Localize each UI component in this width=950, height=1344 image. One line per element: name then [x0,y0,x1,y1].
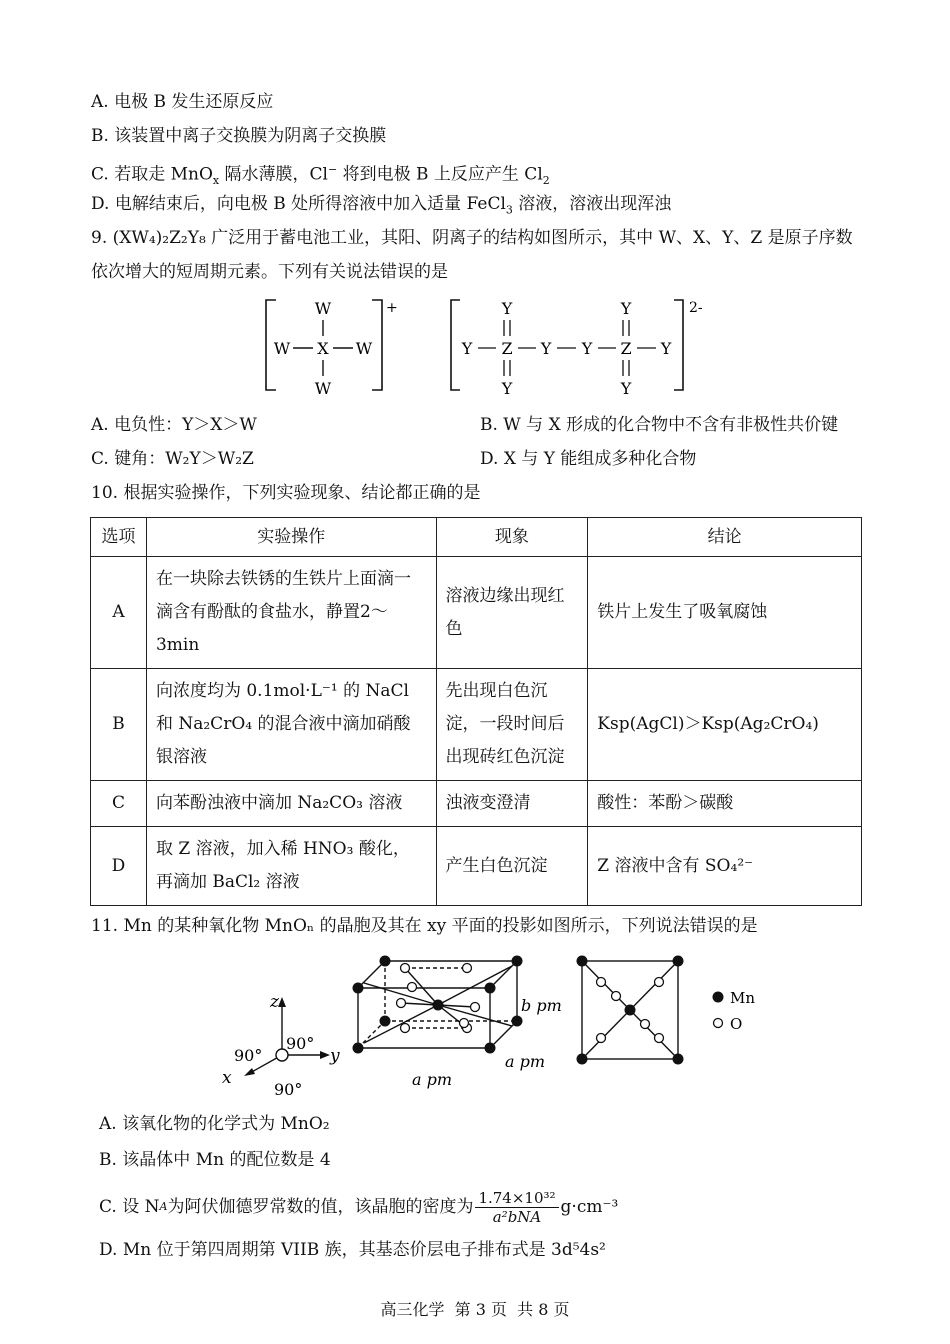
q8-option-c [91,158,550,193]
cation-w-left: W [273,339,291,358]
axis-x-label: x [222,1068,232,1088]
cation-charge: + [386,300,398,316]
a-dimension-label-2: a pm [505,1052,546,1071]
o-atoms [397,964,480,1033]
table-header: 实验操作 [146,518,436,557]
table-cell: 溶液边缘出现红色 [436,557,588,669]
q9-option-b: B. W 与 X 形成的化合物中不含有非极性共价键 [480,415,839,435]
angle-label-1: 90° [234,1046,263,1065]
a-dimension-label: a pm [412,1070,453,1089]
q8-c-pre: C. 若取走 MnO [91,164,213,185]
anion-right-bracket [674,300,683,390]
q11-c-pre: C. 设 N [99,1197,160,1217]
table-row [91,669,862,781]
q8-c-mid: 隔水薄膜，Cl [219,164,328,185]
table-cell: 浊液变澄清 [436,781,588,827]
q9-stem-line2: 依次增大的短周期元素。下列有关说法错误的是 [91,262,448,282]
table-cell: Z 溶液中含有 SO₄²⁻ [588,827,862,906]
anion-y-right: Y [660,339,672,358]
anion-y-top2: Y [620,299,632,318]
q10-stem: 10. 根据实验操作，下列实验现象、结论都正确的是 [91,483,481,503]
anion-y-bridge1: Y [540,339,552,358]
q11-option-d: D. Mn 位于第四周期第 VIIB 族，其基态价层电子排布式是 3d⁵4s² [99,1240,606,1260]
q8-c-sub: x [212,174,220,188]
q11-crystal-diagram [0,945,950,1105]
q9-option-a: A. 电负性：Y＞X＞W [91,415,257,435]
q11-c-mid: 为阿伏伽德罗常数的值，该晶胞的密度为 [167,1197,474,1217]
anion-y-bottom2: Y [620,379,632,398]
table-cell: 酸性：苯酚＞碳酸 [588,781,862,827]
axis-y-label: y [330,1046,340,1066]
table-header: 选项 [91,518,147,557]
table-cell: Ksp(AgCl)＞Ksp(Ag₂CrO₄) [588,669,862,781]
q8-d-pre: D. 电解结束后，向电极 B 处所得溶液中加入适量 FeCl [91,194,506,214]
table-cell: 向苯酚浊液中滴加 Na₂CO₃ 溶液 [146,781,436,827]
anion-y-left: Y [461,339,473,358]
cation-right-bracket [372,300,382,390]
table-header: 结论 [588,518,862,557]
table-cell: A [91,557,147,669]
anion-z2: Z [620,339,632,358]
table-cell: 先出现白色沉淀，一段时间后出现砖红色沉淀 [436,669,588,781]
table-header-row [91,518,862,557]
q11-c-unit: g·cm⁻³ [560,1197,619,1217]
table-cell: C [91,781,147,827]
legend-mn-label: Mn [730,989,756,1007]
q9-structure-diagram [0,290,950,400]
anion-left-bracket [451,300,460,390]
anion-y-bottom1: Y [501,379,513,398]
table-cell: 在一块除去铁锈的生铁片上面滴一滴含有酚酞的食盐水，静置2～3min [146,557,436,669]
table-row [91,827,862,906]
q8-d-sub: 3 [505,203,513,217]
q9-option-d: D. X 与 Y 能组成多种化合物 [480,449,697,469]
fraction-numerator: 1.74×10³² [475,1189,558,1208]
q8-d-post: 溶液，溶液出现浑浊 [512,194,672,214]
xy-projection [577,956,684,1065]
axes [222,992,340,1099]
angle-label-3: 90° [274,1080,303,1099]
angle-label-2: 90° [286,1034,315,1053]
q11-option-a: A. 该氧化物的化学式为 MnO₂ [99,1114,330,1134]
legend-o-label: O [730,1015,743,1033]
anion-charge: 2- [689,300,703,316]
table-cell: 铁片上发生了吸氧腐蚀 [588,557,862,669]
q9-option-c: C. 键角：W₂Y＞W₂Z [91,449,254,469]
anion-y-top1: Y [501,299,513,318]
mn-atoms [353,956,523,1054]
q8-c-sup: − [327,163,338,176]
q8-c-post: 将到电极 B 上反应产生 Cl [337,164,543,185]
q11-option-b: B. 该晶体中 Mn 的配位数是 4 [99,1150,331,1170]
anion-z1: Z [501,339,513,358]
cation-w-right: W [355,339,373,358]
table-row [91,557,862,669]
table-header: 现象 [436,518,588,557]
table-row [91,781,862,827]
q11-option-c [99,1189,618,1225]
table-cell: 产生白色沉淀 [436,827,588,906]
q11-stem: 11. Mn 的某种氧化物 MnOₙ 的晶胞及其在 xy 平面的投影如图所示，下列说法错误的是 [91,916,758,936]
table-cell: 取 Z 溶液，加入稀 HNO₃ 酸化，再滴加 BaCl₂ 溶液 [146,827,436,906]
cation-w-top: W [314,299,332,318]
cation-x-center: X [317,339,329,358]
page-footer: 高三化学 第 3 页 共 8 页 [380,1300,570,1319]
fraction-denominator: a²bNA [492,1207,542,1226]
q8-option-d [91,192,671,222]
legend-o-dot [714,1019,723,1028]
table-cell: 向浓度均为 0.1mol·L⁻¹ 的 NaCl 和 Na₂CrO₄ 的混合液中滴加硝酸银溶液 [146,669,436,781]
table-cell: D [91,827,147,906]
q10-table [90,517,862,906]
q11-c-sub: A [159,1200,168,1213]
axis-z-label: z [270,992,279,1012]
q8-c-sub2: 2 [542,174,550,188]
q8-option-b: B. 该装置中离子交换膜为阴离子交换膜 [91,126,387,146]
q8-option-a: A. 电极 B 发生还原反应 [91,92,274,112]
b-dimension-label: b pm [521,996,562,1015]
cation-w-bottom: W [314,379,332,398]
q9-stem-line1: 9. (XW₄)₂Z₂Y₈ 广泛用于蓄电池工业，其阳、阴离子的结构如图所示，其中 W、X、Y、Z 是原子序数 [91,228,853,248]
anion-y-bridge2: Y [581,339,593,358]
density-fraction [475,1189,558,1226]
table-cell: B [91,669,147,781]
legend-mn-dot [713,992,724,1003]
